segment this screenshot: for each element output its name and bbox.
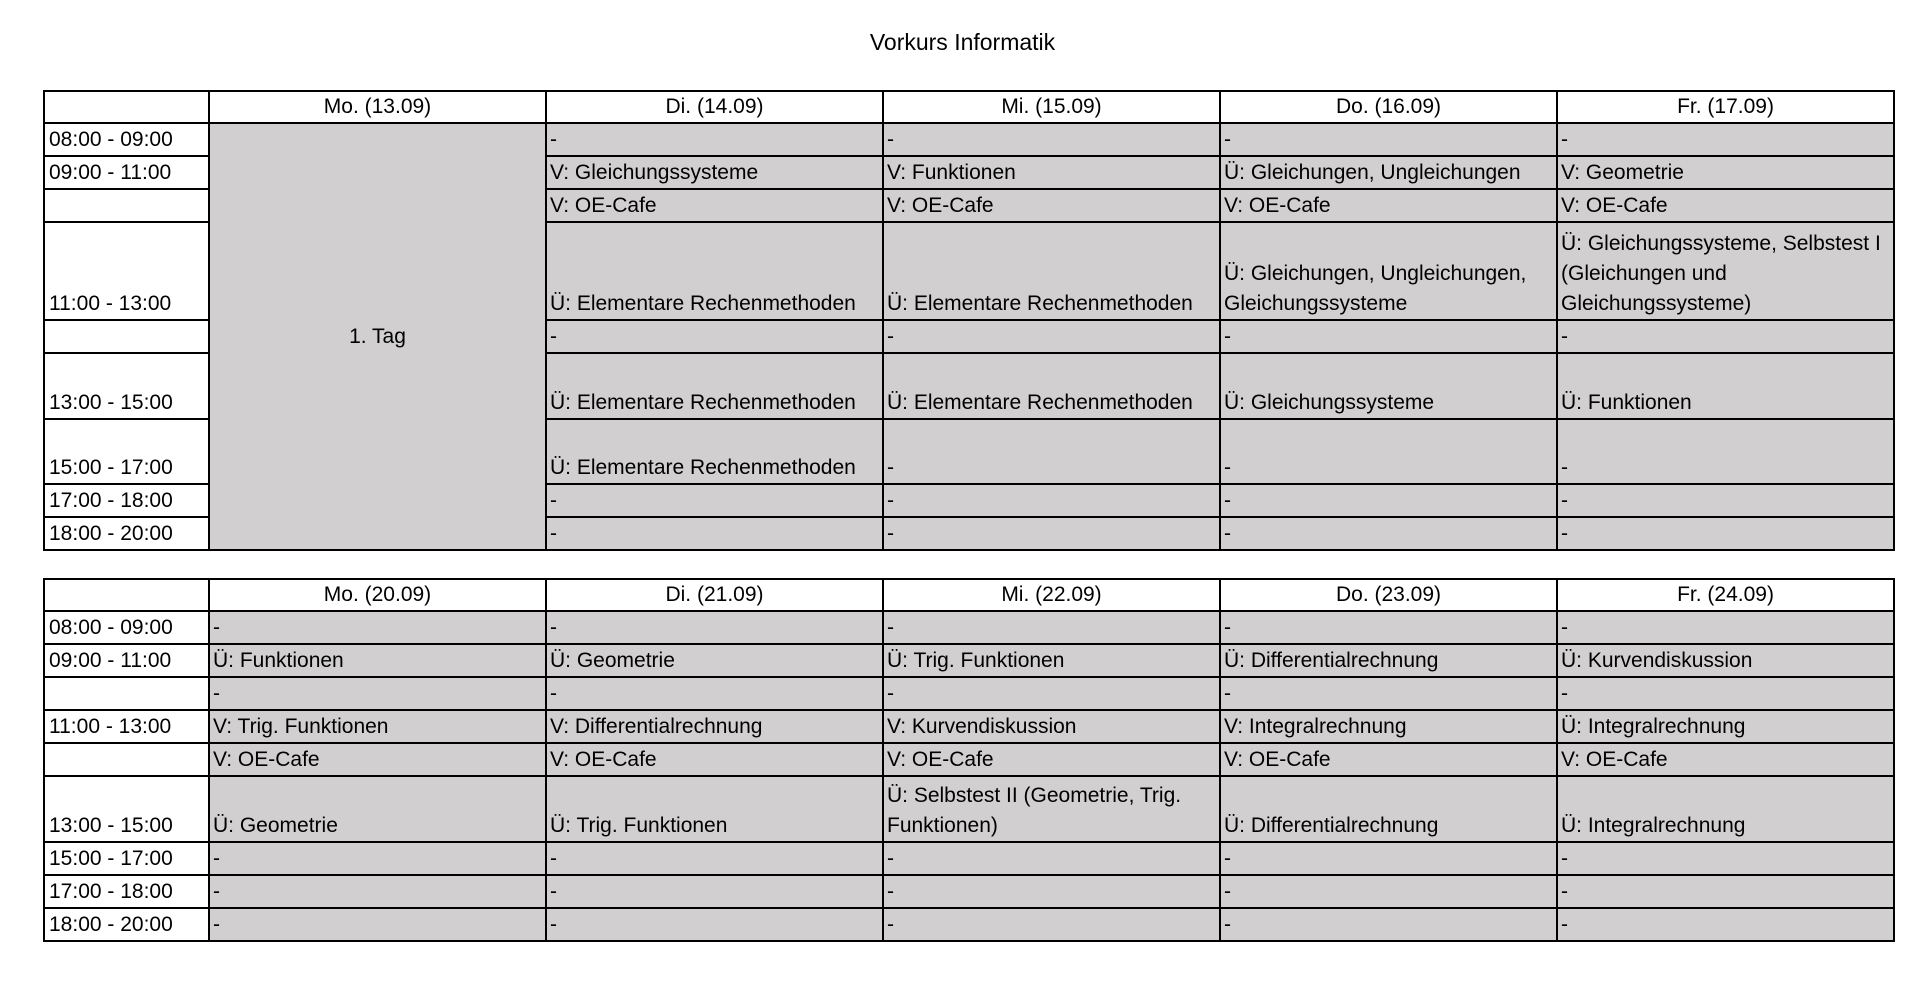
schedule-cell: -: [1220, 123, 1557, 156]
schedule-cell: Ü: Selbstest II (Geometrie, Trig. Funktionen): [883, 776, 1220, 842]
time-slot: 17:00 - 18:00: [44, 484, 209, 517]
schedule-cell: -: [546, 320, 883, 353]
schedule-cell: -: [883, 677, 1220, 710]
schedule-cell: Ü: Kurvendiskussion: [1557, 644, 1894, 677]
schedule-cell: -: [209, 842, 546, 875]
schedule-table-week1: [43, 90, 1895, 551]
header-row: [44, 91, 1894, 123]
time-slot: 08:00 - 09:00: [44, 611, 209, 644]
table-row: [44, 710, 1894, 743]
schedule-cell: -: [883, 419, 1220, 484]
schedule-cell: -: [883, 320, 1220, 353]
schedule-cell: -: [1220, 842, 1557, 875]
schedule-cell: V: OE-Cafe: [209, 743, 546, 776]
schedule-cell: Ü: Differentialrechnung: [1220, 644, 1557, 677]
schedule-cell: -: [209, 611, 546, 644]
time-slot: 13:00 - 15:00: [44, 776, 209, 842]
schedule-cell: V: OE-Cafe: [546, 743, 883, 776]
time-slot: 11:00 - 13:00: [44, 222, 209, 320]
schedule-cell: V: Kurvendiskussion: [883, 710, 1220, 743]
schedule-cell: -: [546, 484, 883, 517]
schedule-cell: V: Gleichungssysteme: [546, 156, 883, 189]
page-title: Vorkurs Informatik: [869, 29, 1056, 55]
schedule-cell: -: [1220, 908, 1557, 941]
schedule-cell: V: Trig. Funktionen: [209, 710, 546, 743]
schedule-cell: Ü: Funktionen: [209, 644, 546, 677]
day-header: Do. (16.09): [1220, 91, 1557, 123]
schedule-cell: V: OE-Cafe: [1557, 743, 1894, 776]
schedule-cell: -: [546, 842, 883, 875]
time-slot: 17:00 - 18:00: [44, 875, 209, 908]
schedule-cell: -: [1557, 908, 1894, 941]
schedule-cell: -: [1557, 484, 1894, 517]
header-row: [44, 579, 1894, 611]
schedule-cell: Ü: Elementare Rechenmethoden: [546, 419, 883, 484]
schedule-cell: Ü: Integralrechnung: [1557, 710, 1894, 743]
time-slot: 18:00 - 20:00: [44, 517, 209, 550]
schedule-cell: Ü: Gleichungssysteme: [1220, 353, 1557, 419]
day-header: Di. (14.09): [546, 91, 883, 123]
schedule-cell: Ü: Elementare Rechenmethoden: [546, 353, 883, 419]
table-row: [44, 644, 1894, 677]
schedule-cell: -: [883, 123, 1220, 156]
schedule-cell: -: [1557, 611, 1894, 644]
schedule-cell: V: Geometrie: [1557, 156, 1894, 189]
schedule-cell: -: [1557, 419, 1894, 484]
schedule-cell: V: Integralrechnung: [1220, 710, 1557, 743]
day-header: Mo. (20.09): [209, 579, 546, 611]
time-slot: 13:00 - 15:00: [44, 353, 209, 419]
schedule-cell: -: [546, 517, 883, 550]
table-row: [44, 842, 1894, 875]
schedule-cell: V: Funktionen: [883, 156, 1220, 189]
corner-cell: [44, 579, 209, 611]
table-row: [44, 776, 1894, 842]
time-slot: 18:00 - 20:00: [44, 908, 209, 941]
monday-merged-cell: 1. Tag: [209, 123, 546, 550]
time-slot: [44, 677, 209, 710]
schedule-cell: -: [1557, 842, 1894, 875]
schedule-cell: -: [883, 875, 1220, 908]
schedule-cell: V: OE-Cafe: [883, 189, 1220, 222]
schedule-cell: -: [1220, 517, 1557, 550]
schedule-cell: -: [209, 908, 546, 941]
schedule-cell: V: OE-Cafe: [1220, 743, 1557, 776]
corner-cell: [44, 91, 209, 123]
schedule-cell: -: [1557, 123, 1894, 156]
table-row: [44, 743, 1894, 776]
schedule-cell: -: [1220, 320, 1557, 353]
schedule-cell: -: [1557, 677, 1894, 710]
schedule-cell: Ü: Trig. Funktionen: [883, 644, 1220, 677]
schedule-cell: V: OE-Cafe: [546, 189, 883, 222]
schedule-cell: V: Differentialrechnung: [546, 710, 883, 743]
schedule-cell: -: [1220, 419, 1557, 484]
schedule-cell: Ü: Gleichungen, Ungleichungen, Gleichungssysteme: [1220, 222, 1557, 320]
schedule-cell: -: [546, 611, 883, 644]
time-slot: 09:00 - 11:00: [44, 644, 209, 677]
schedule-cell: Ü: Elementare Rechenmethoden: [883, 222, 1220, 320]
time-slot: [44, 189, 209, 222]
day-header: Mi. (22.09): [883, 579, 1220, 611]
schedule-cell: Ü: Integralrechnung: [1557, 776, 1894, 842]
schedule-cell: V: OE-Cafe: [883, 743, 1220, 776]
schedule-table-week2: [43, 578, 1895, 942]
day-header: Di. (21.09): [546, 579, 883, 611]
table-row: [44, 875, 1894, 908]
time-slot: [44, 320, 209, 353]
schedule-cell: V: OE-Cafe: [1220, 189, 1557, 222]
schedule-cell: Ü: Trig. Funktionen: [546, 776, 883, 842]
time-slot: 11:00 - 13:00: [44, 710, 209, 743]
time-slot: 15:00 - 17:00: [44, 842, 209, 875]
day-header: Do. (23.09): [1220, 579, 1557, 611]
schedule-cell: -: [883, 484, 1220, 517]
day-header: Fr. (24.09): [1557, 579, 1894, 611]
time-slot: [44, 743, 209, 776]
day-header: Fr. (17.09): [1557, 91, 1894, 123]
schedule-cell: -: [209, 677, 546, 710]
day-header: Mi. (15.09): [883, 91, 1220, 123]
schedule-cell: -: [883, 842, 1220, 875]
schedule-cell: Ü: Funktionen: [1557, 353, 1894, 419]
schedule-cell: -: [209, 875, 546, 908]
time-slot: 09:00 - 11:00: [44, 156, 209, 189]
table-row: [44, 611, 1894, 644]
schedule-cell: -: [1557, 320, 1894, 353]
schedule-cell: -: [1557, 517, 1894, 550]
schedule-cell: -: [1220, 677, 1557, 710]
schedule-cell: -: [546, 677, 883, 710]
schedule-cell: -: [883, 611, 1220, 644]
schedule-cell: Ü: Elementare Rechenmethoden: [546, 222, 883, 320]
schedule-cell: -: [1220, 875, 1557, 908]
schedule-cell: Ü: Gleichungssysteme, Selbstest I (Gleichungen und Gleichungssysteme): [1557, 222, 1894, 320]
schedule-cell: -: [546, 875, 883, 908]
schedule-cell: Ü: Elementare Rechenmethoden: [883, 353, 1220, 419]
schedule-cell: -: [1220, 484, 1557, 517]
schedule-cell: -: [1220, 611, 1557, 644]
schedule-cell: -: [883, 908, 1220, 941]
table-row: [44, 677, 1894, 710]
schedule-cell: Ü: Gleichungen, Ungleichungen: [1220, 156, 1557, 189]
schedule-cell: -: [546, 123, 883, 156]
time-slot: 15:00 - 17:00: [44, 419, 209, 484]
schedule-cell: V: OE-Cafe: [1557, 189, 1894, 222]
table-row: [44, 123, 1894, 156]
schedule-cell: -: [1557, 875, 1894, 908]
table-row: [44, 908, 1894, 941]
day-header: Mo. (13.09): [209, 91, 546, 123]
time-slot: 08:00 - 09:00: [44, 123, 209, 156]
schedule-cell: Ü: Geometrie: [209, 776, 546, 842]
schedule-cell: Ü: Geometrie: [546, 644, 883, 677]
schedule-cell: -: [546, 908, 883, 941]
schedule-cell: Ü: Differentialrechnung: [1220, 776, 1557, 842]
schedule-cell: -: [883, 517, 1220, 550]
